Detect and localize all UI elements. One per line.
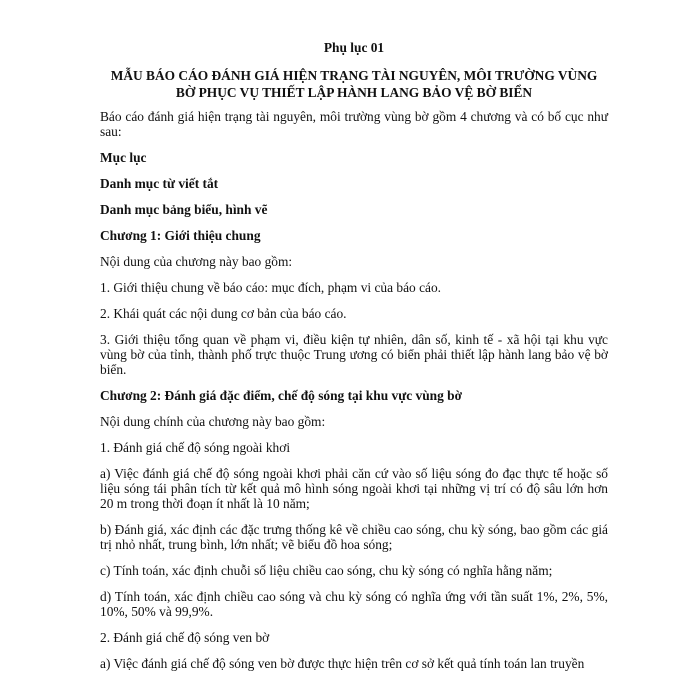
document-title xyxy=(100,67,608,101)
paragraph: a) Việc đánh giá chế độ sóng ven bờ được thực hiện trên cơ sở kết quả tính toán lan truyền xyxy=(100,656,585,671)
heading-abbreviations: Danh mục từ viết tắt xyxy=(100,176,219,191)
title-line-2: BỜ PHỤC VỤ THIẾT LẬP HÀNH LANG BẢO VỆ BỜ BIỂN xyxy=(175,85,533,100)
paragraph: Nội dung của chương này bao gồm: xyxy=(100,254,293,269)
paragraph: 1. Giới thiệu chung về báo cáo: mục đích, phạm vi của báo cáo. xyxy=(100,280,441,295)
heading-chapter-2: Chương 2: Đánh giá đặc điểm, chế độ sóng tại khu vực vùng bờ xyxy=(100,388,463,403)
title-line-1: MẪU BÁO CÁO ĐÁNH GIÁ HIỆN TRẠNG TÀI NGUYÊN, MÔI TRƯỜNG VÙNG xyxy=(110,68,598,83)
paragraph: Nội dung chính của chương này bao gồm: xyxy=(100,414,326,429)
heading-chapter-1: Chương 1: Giới thiệu chung xyxy=(100,228,261,243)
document-page xyxy=(100,40,608,671)
paragraph: b) Đánh giá, xác định các đặc trưng thống kê về chiều cao sóng, chu kỳ sóng, bao gồm các giá trị nhỏ nhất, trung bình, lớn nhất; vẽ biểu đồ hoa sóng; xyxy=(100,522,608,552)
paragraph: 1. Đánh giá chế độ sóng ngoài khơi xyxy=(100,440,291,455)
heading-tables-figures: Danh mục bảng biểu, hình vẽ xyxy=(100,202,268,217)
paragraph: a) Việc đánh giá chế độ sóng ngoài khơi phải căn cứ vào số liệu sóng đo đạc thực tế hoặc số liệu sóng tái phân tích từ kết quả mô hình sóng ngoài khơi tại những vị trí có độ sâu lớn hơn 20 m trong thời đoạn ít nhất là 10 năm; xyxy=(100,466,608,511)
paragraph: 2. Đánh giá chế độ sóng ven bờ xyxy=(100,630,270,645)
heading-table-of-contents: Mục lục xyxy=(100,150,147,165)
paragraph: c) Tính toán, xác định chuỗi số liệu chiều cao sóng, chu kỳ sóng có nghĩa hằng năm; xyxy=(100,563,553,578)
appendix-label: Phụ lục 01 xyxy=(323,40,385,55)
intro-paragraph: Báo cáo đánh giá hiện trạng tài nguyên, môi trường vùng bờ gồm 4 chương và có bố cục như sau: xyxy=(100,109,608,139)
paragraph: 3. Giới thiệu tổng quan về phạm vi, điều kiện tự nhiên, dân số, kinh tế - xã hội tại khu vực vùng bờ của tỉnh, thành phố trực thuộc Trung ương có biển phải thiết lập hành lang bảo vệ bờ biển. xyxy=(100,332,608,377)
paragraph: d) Tính toán, xác định chiều cao sóng và chu kỳ sóng có nghĩa ứng với tần suất 1%, 2%, 5%, 10%, 50% và 99,9%. xyxy=(100,589,608,619)
paragraph: 2. Khái quát các nội dung cơ bản của báo cáo. xyxy=(100,306,347,321)
